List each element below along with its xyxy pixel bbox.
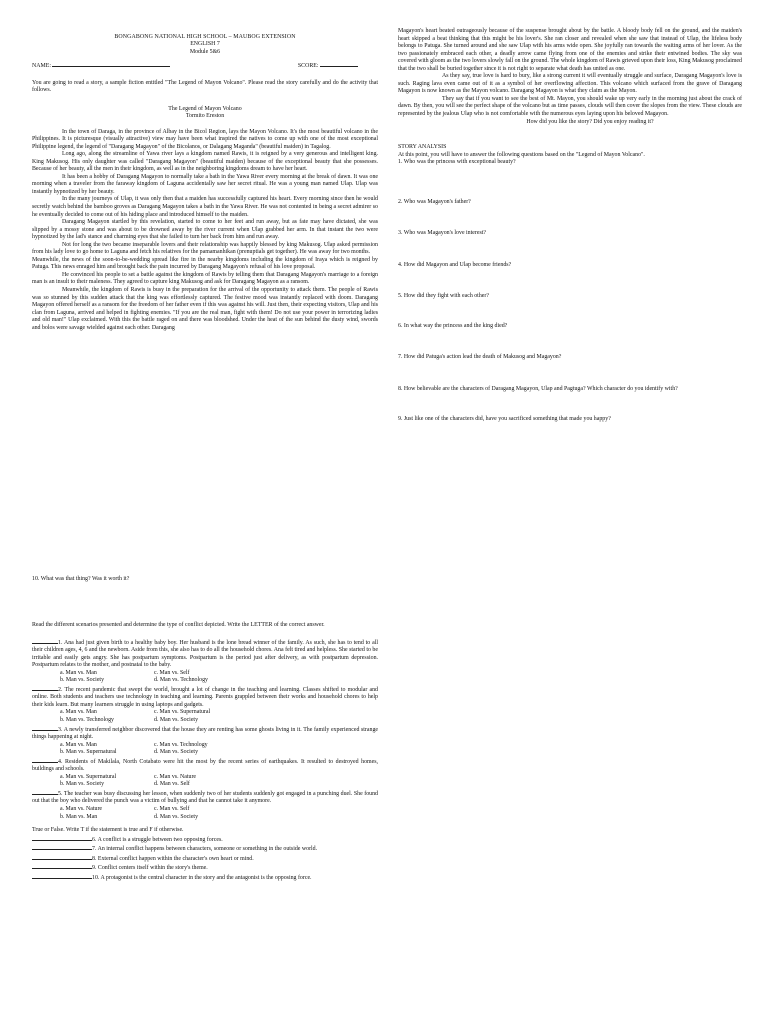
- conflict-item: [32, 725, 378, 757]
- module-number: Module 5&6: [189, 48, 221, 55]
- option: a. Man vs. Nature: [60, 806, 103, 813]
- name-field[interactable]: [32, 61, 170, 71]
- story-paragraph: Long ago, along the streamline of Yawa river lays a kingdom named Rawis, it is reigned by a very generous and intelligent king. King Makusog. His only daughter was called "Daragang Magayon" (beautiful maiden) because of the exceptional beauty that she possesses. Because of her beauty, all the men in their kingdom, as well as in the neighboring kingdoms dream to have her heart.: [32, 151, 378, 173]
- analysis-question: 4. How did Magayon and Ulap become friends?: [398, 261, 512, 268]
- story-paragraph: Meanwhile, the news of the soon-to-be-wedding spread like fire in the nearby kingdoms including the kingdom of Iraya which is reigned by Patuga. This news enraged him and brought back the pain incurred by Daragang Magayon's refusal of his love proposal.: [32, 256, 378, 271]
- story-paragraph: Not for long the two became inseparable lovers and their relationship was happily blessed by king Makusog. Ulap asked permission from his lady love to go home to Laguna and fetch his relatives for the pamamanhikan (prenuptials get together). He was away for two months.: [32, 241, 378, 256]
- analysis-question: 8. How believable are the characters of Daragang Magayon, Ulap and Pagtuga? Which character do you identify with?: [398, 386, 678, 393]
- conflict-item: [32, 685, 378, 725]
- option: a. Man vs. Man: [60, 741, 97, 748]
- answer-blank[interactable]: [32, 757, 58, 763]
- story-paragraph: Magayon's heart beated outrageously because of the suspense brought about by the battle. A bloody body fell on the ground, and the maiden's heart skipped a beat thinking that this might be his lover's. She ran closer and revealed when she saw that instead of Ulap, the lifeless body belongs to Patuga. She turned around and she saw Ulap with his arms wide open. She joyfully ran towards the waiting arms of her lover. As the two passionately embraced each other, a deadly arrow came flying from one of the enemies and strike their entwined bodies. The sky was covered with gloom as the two lovers slowly fall on the ground. The whole kingdom of Rawis grieved upon their loss, King Makusog proclaimed that the two shall be buried together since it is not right to separate what death has united as one.: [398, 28, 742, 72]
- name-label: NAME:: [32, 63, 51, 70]
- answer-blank[interactable]: [32, 863, 92, 869]
- option: d. Man vs. Self: [154, 781, 190, 788]
- conflict-scenario: 3. A newly transferred neighbor discovered that the house they are renting has some ghosts living in it. The family experienced strange things happening at night.: [32, 726, 378, 741]
- conflict-options: [60, 670, 378, 685]
- answer-blank[interactable]: [32, 638, 58, 644]
- conflict-item: [32, 638, 378, 685]
- score-label: SCORE:: [297, 63, 319, 70]
- story-title-block: [32, 106, 378, 121]
- analysis-question-10: 10. What was that thing? Was it worth it?: [32, 576, 130, 582]
- option: d. Man vs. Society: [154, 813, 199, 820]
- option: c. Man vs. Technology: [154, 741, 208, 748]
- option: c. Man vs. Self: [154, 669, 190, 676]
- answer-blank[interactable]: [32, 873, 92, 879]
- answer-blank[interactable]: [32, 854, 92, 860]
- story-paragraph: As they say, true love is hard to bury, like a strong current it will eventually struggle and surface, Daragang Magayon's love is such. Raging lava even came out of it as a symbol of her overflowing affection. This volcano which surfaced from the grave of Daragang Magayon is now known as the Mayon volcano. Daragang Magayon is what they claim as the Mayon.: [398, 73, 742, 95]
- story-paragraph: Daragang Magayon startled by this revelation, started to come to her feet and run away, but as fate may have dictated, she was slipped by a mossy stone and was about to be drowned away by the river current when Ulap grabbed her arm. In that instant the two were hypnotized by the lad's stance and charming eyes that she failed to turn her back from him and run away.: [32, 219, 378, 241]
- analysis-question: 6. In what way the princess and the king died?: [398, 322, 508, 329]
- intro-text: You are going to read a story, a sample fiction entitled "The Legend of Mayon Volcano". Please read the story carefully and do the activity that follows.: [32, 79, 378, 94]
- tf-statement: 6. A conflict is a struggle between two opposing forces.: [92, 836, 223, 843]
- tf-statement: 7. An internal conflict happens between characters, someone or something in the outside world.: [92, 846, 318, 853]
- analysis-question: 1. Who was the princess with exceptional beauty?: [398, 159, 516, 166]
- conflict-instructions: Read the different scenarios presented and determine the type of conflict depicted. Write the LETTER of the correct answer.: [32, 622, 325, 628]
- conflict-item: [32, 789, 378, 821]
- option: b. Man vs. Society: [60, 677, 105, 684]
- answer-blank[interactable]: [32, 789, 58, 795]
- subject-name: ENGLISH 7: [190, 41, 220, 48]
- left-column: [32, 34, 378, 332]
- analysis-question: 5. How did they fight with each other?: [398, 293, 489, 300]
- school-name: BONGABONG NATIONAL HIGH SCHOOL – MAUBOG EXTENSION: [114, 34, 296, 40]
- name-blank[interactable]: [52, 61, 170, 67]
- analysis-question: 9. Just like one of the characters did, have you sacrificed something that made you happy?: [398, 415, 611, 422]
- analysis-question: 7. How did Patuga's action lead the death of Makusog and Magayon?: [398, 354, 562, 361]
- tf-statement: 9. Conflict centers itself within the story's theme.: [92, 865, 208, 872]
- option: d. Man vs. Technology: [154, 677, 208, 684]
- conflict-options: [60, 774, 378, 789]
- answer-blank[interactable]: [32, 685, 58, 691]
- analysis-questions: [398, 159, 742, 423]
- option: a. Man vs. Man: [60, 669, 97, 676]
- conflict-options: [60, 709, 378, 724]
- conflict-options: [60, 806, 378, 821]
- option: c. Man vs. Supernatural: [154, 709, 211, 716]
- analysis-question: 2. Who was Magayon's father?: [398, 198, 471, 205]
- story-paragraph: In the town of Daraga, in the province of Albay in the Bicol Region, lays the Mayon Volcano. It's the most beautiful volcano in the Philippines. It is picturesque (visually attractive) view may have been what inspired the natives to come up with one of the most exceptional Philippine legend, the legend of "Daragang Magayon" of the Bicolanos, or Dalagang Maganda" (beautiful maiden) in Tagalog.: [32, 128, 378, 150]
- option: d. Man vs. Society: [154, 749, 199, 756]
- story-paragraph: They say that if you want to see the best of Mt. Mayon, you should wake up very early in the morning just about the crack of dawn. By then, you will see the perfect shape of the volcano but as time passes, clouds will then cover the slopes from the view. These clouds are represented by the jealous Ulap who is not comfortable with the numerous eyes laying upon his beloved Magayon.: [398, 95, 742, 118]
- story-analysis-title: STORY ANALYSIS: [398, 144, 447, 151]
- tf-items: [32, 835, 378, 883]
- story-body-left: [32, 129, 378, 333]
- option: b. Man vs. Technology: [60, 717, 114, 724]
- conflict-scenario: 4. Residents of Makilala, North Cotabato were hit the most by the recent series of earthquakes. It resulted to destroyed homes, buildings and schools.: [32, 758, 378, 773]
- conflict-options: [60, 742, 378, 757]
- option: a. Man vs. Man: [60, 709, 97, 716]
- option: d. Man vs. Society: [154, 717, 199, 724]
- answer-blank[interactable]: [32, 835, 92, 841]
- option: b. Man vs. Man: [60, 813, 98, 820]
- score-field[interactable]: [298, 61, 358, 71]
- option: c. Man vs. Nature: [154, 773, 197, 780]
- story-paragraph: It has been a hobby of Daragang Magayon to normally take a bath in the Yawa River every morning at the break of dawn. It was one morning when a traveler from the faraway kingdom of Laguna accidentally saw her secret ritual. He was a young man named Ulap. Ulap was instantly hypnotized by her beauty.: [32, 173, 378, 195]
- option: a. Man vs. Supernatural: [60, 773, 117, 780]
- option: b. Man vs. Society: [60, 781, 105, 788]
- tf-statement: 10. A protagonist is the central character in the story and the antagonist is the opposing force.: [92, 874, 312, 881]
- conflict-item: [32, 757, 378, 789]
- story-title: The Legend of Mayon Volcano: [168, 105, 242, 112]
- tf-statement: 8. External conflict happen within the character's own heart or mind.: [92, 855, 254, 862]
- answer-blank[interactable]: [32, 725, 58, 731]
- option: c. Man vs. Self: [154, 806, 190, 813]
- name-score-row: [32, 61, 378, 71]
- story-paragraph: Meanwhile, the kingdom of Rawis is busy in the preparation for the arrival of the opportunity to attack them. The people of Rawis was so stunned by this sudden attack that the king was effortlessly captured. The festive mood was instantly replaced with doom. Daragang Magayon offered herself as a ransom for the freedom of her father even if this was against his will. Just then, their expecting visitors, Ulap and his clan from Laguna, arrived and helped in fighting enemies. "If you are the real man, fight with them! Do not use your power in terrorizing ladies and old man!" Ulap exclaimed. With this the battle raged on and there was bloodshed. Under the heat of the sun behind the dusty wind, swords and bolos were savage wielded against each other. Daragang: [32, 287, 378, 331]
- conflict-section: [32, 622, 378, 882]
- analysis-question: 3. Who was Magayon's love interest?: [398, 230, 486, 237]
- conflict-scenario: 5. The teacher was busy discussing her lesson, when suddenly two of her students suddenly got engaged in a punching duel. She found out that the boy who delivered the punch was a victim of bullying and that he cannot take it anymore.: [32, 790, 378, 805]
- right-column: [398, 28, 742, 423]
- story-author: Tormito Ereston: [185, 113, 225, 120]
- story-closing-question: How did you like the story? Did you enjoy reading it?: [526, 118, 654, 125]
- option: b. Man vs. Supernatural: [60, 749, 117, 756]
- score-blank[interactable]: [320, 61, 358, 67]
- document-header: [32, 34, 378, 56]
- story-paragraph: He convinced his people to set a battle against the kingdom of Rawis by telling them that Daragang Magayon's marriage to a foreign man is an insult to their maleness. They agreed to capture king Makusog and ask for Daragang Magayon as a ransom.: [32, 271, 378, 286]
- conflict-scenario: 2. The recent pandemic that swept the world, brought a lot of change in the teaching and learning. Classes shifted to modular and online. Both students and teachers use technology in teaching and learning. Parents grappled between their works and household chores to help their kids learn. But many learners struggle in using laptops and gadgets.: [32, 686, 378, 708]
- answer-blank[interactable]: [32, 844, 92, 850]
- tf-instructions: True or False. Write T if the statement is true and F if otherwise.: [32, 827, 184, 834]
- story-analysis-instructions: At this point, you will have to answer the following questions based on the "Legend of Mayon Volcano".: [398, 151, 645, 158]
- story-paragraph: In the many journeys of Ulap, it was only then that a maiden has successfully captured his heart. Every morning since then he would secretly watch behind the bamboo groves as Daragang Magayon takes a bath in the Yawa River. He was not contented in being a secret admirer so he eventually decided to come out of his hiding place and introduced himself to the maiden.: [32, 196, 378, 218]
- conflict-scenario: 1. Ana had just given birth to a healthy baby boy. Her husband is the lone bread winner of the family. As such, she has to tend to all their children ages, 4, 6 and the newborn. Aside from this, she also has to do all the household chores. Ana felt tired and helpless. She started to be irritable and easily gets angry. She has postpartum symptoms. Postpartum is the period just after delivery, as with postpartum depression. Postpartum relates to the mother, and postnatal to the baby.: [32, 639, 378, 669]
